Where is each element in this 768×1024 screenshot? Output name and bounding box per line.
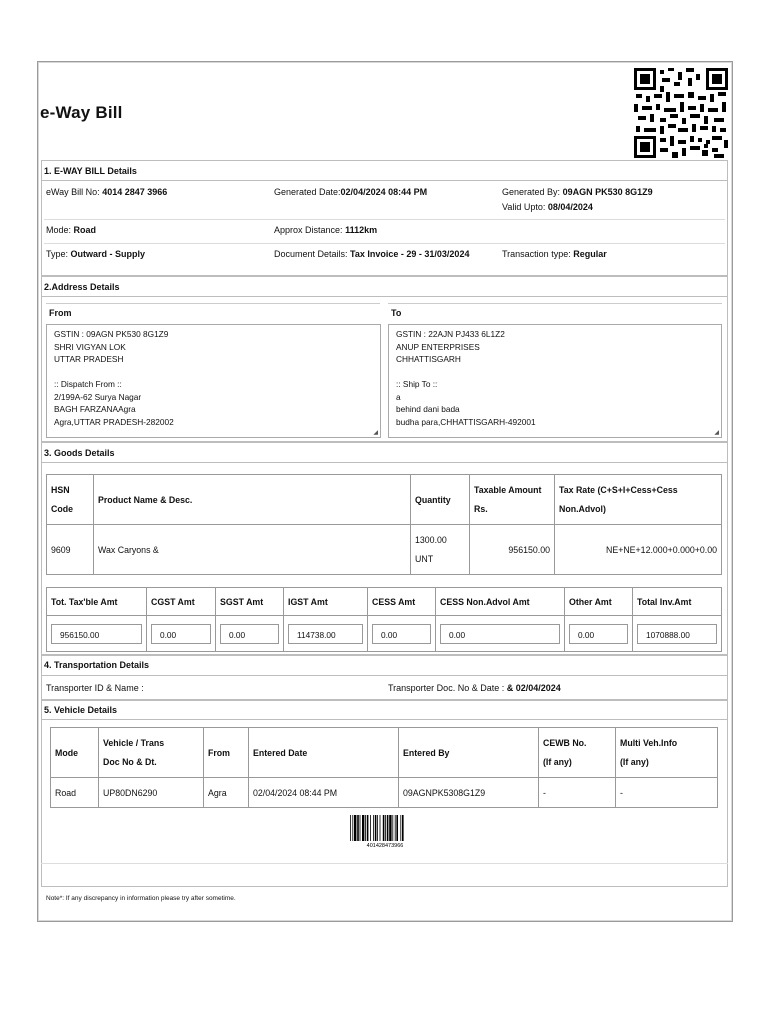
vehicle-cell: 02/04/2024 08:44 PM [249, 778, 399, 808]
section-heading-transport: 4. Transportation Details [44, 660, 150, 670]
section-heading-goods: 3. Goods Details [44, 448, 115, 458]
vehicle-header: Multi Veh.Info (If any) [616, 728, 718, 778]
quantity-cell: 1300.00 UNT [411, 525, 470, 575]
quantity-header: Quantity [411, 475, 470, 525]
totals-header: CESS Non.Advol Amt [436, 588, 565, 616]
vehicle-cell: Road [51, 778, 99, 808]
tax-rate-header: Tax Rate (C+S+I+Cess+Cess Non.Advol) [555, 475, 722, 525]
qr-code [634, 68, 728, 158]
product-header: Product Name & Desc. [94, 475, 411, 525]
from-label: From [49, 308, 72, 318]
taxable-header: Taxable Amount Rs. [470, 475, 555, 525]
vehicle-header: CEWB No. (If any) [539, 728, 616, 778]
igst-field: 114738.00 [288, 624, 363, 644]
vehicle-cell: 09AGNPK5308G1Z9 [399, 778, 539, 808]
cess-nonadvol-field: 0.00 [440, 624, 560, 644]
to-label: To [391, 308, 402, 318]
vehicle-cell: - [539, 778, 616, 808]
barcode-number: 401428473966 [366, 843, 404, 848]
generated-by: Generated By: 09AGN PK530 8G1Z9 [502, 187, 653, 197]
vehicle-cell: Agra [204, 778, 249, 808]
page-title: e-Way Bill [40, 103, 123, 122]
other-amt-field: 0.00 [569, 624, 628, 644]
totals-header: SGST Amt [216, 588, 284, 616]
type: Type: Outward - Supply [46, 249, 146, 259]
approx-distance: Approx Distance: 1112km [274, 225, 378, 235]
to-address-textarea[interactable]: GSTIN : 22AJN PJ433 6L1Z2 ANUP ENTERPRISES CHHATTISGARH :: Ship To :: a behind dani bada budha para,CHHATTISGARH-492001 ◢ [388, 324, 722, 438]
document-details: Document Details: Tax Invoice - 29 - 31/03/2024 [274, 249, 470, 259]
totals-header: Total Inv.Amt [633, 588, 722, 616]
valid-upto: Valid Upto: 08/04/2024 [502, 202, 593, 212]
mode: Mode: Road [46, 225, 97, 235]
tax-rate-cell: NE+NE+12.000+0.000+0.00 [555, 525, 722, 575]
total-inv-field: 1070888.00 [637, 624, 717, 644]
resize-handle-icon[interactable]: ◢ [714, 430, 719, 436]
totals-header: CGST Amt [147, 588, 216, 616]
totals-header: Other Amt [565, 588, 633, 616]
vehicle-header: Entered By [399, 728, 539, 778]
total-taxable-field: 956150.00 [51, 624, 142, 644]
sgst-field: 0.00 [220, 624, 279, 644]
transaction-type: Transaction type: Regular [502, 249, 607, 259]
hsn-cell: 9609 [47, 525, 94, 575]
transporter-id: Transporter ID & Name : [46, 683, 144, 693]
barcode [350, 815, 420, 848]
vehicle-header: Entered Date [249, 728, 399, 778]
from-address-textarea[interactable]: GSTIN : 09AGN PK530 8G1Z9 SHRI VIGYAN LOK UTTAR PRADESH :: Dispatch From :: 2/199A-62 Surya Nagar BAGH FARZANAAgra Agra,UTTAR PRADESH-282002 ◢ [46, 324, 381, 438]
totals-table [46, 587, 722, 652]
ewb-no: eWay Bill No: 4014 2847 3966 [46, 187, 168, 197]
cgst-field: 0.00 [151, 624, 211, 644]
discrepancy-note: Note*: If any discrepancy in information please try after sometime. [46, 895, 236, 902]
transporter-doc: Transporter Doc. No & Date : & 02/04/2024 [388, 683, 561, 693]
section-heading-address: 2.Address Details [44, 282, 120, 292]
section-heading-ewb: 1. E-WAY BILL Details [44, 166, 137, 176]
product-cell: Wax Caryons & [94, 525, 411, 575]
totals-header: CESS Amt [368, 588, 436, 616]
vehicle-header: Mode [51, 728, 99, 778]
vehicle-table [50, 727, 718, 808]
section-heading-vehicle: 5. Vehicle Details [44, 705, 118, 715]
cess-field: 0.00 [372, 624, 431, 644]
resize-handle-icon[interactable]: ◢ [373, 430, 378, 436]
vehicle-cell: UP80DN6290 [99, 778, 204, 808]
hsn-header: HSN Code [47, 475, 94, 525]
totals-header: IGST Amt [284, 588, 368, 616]
taxable-cell: 956150.00 [470, 525, 555, 575]
generated-date: Generated Date:02/04/2024 08:44 PM [274, 187, 428, 197]
vehicle-cell: - [616, 778, 718, 808]
vehicle-header: Vehicle / Trans Doc No & Dt. [99, 728, 204, 778]
totals-header: Tot. Tax'ble Amt [47, 588, 147, 616]
vehicle-header: From [204, 728, 249, 778]
goods-table [46, 474, 722, 575]
